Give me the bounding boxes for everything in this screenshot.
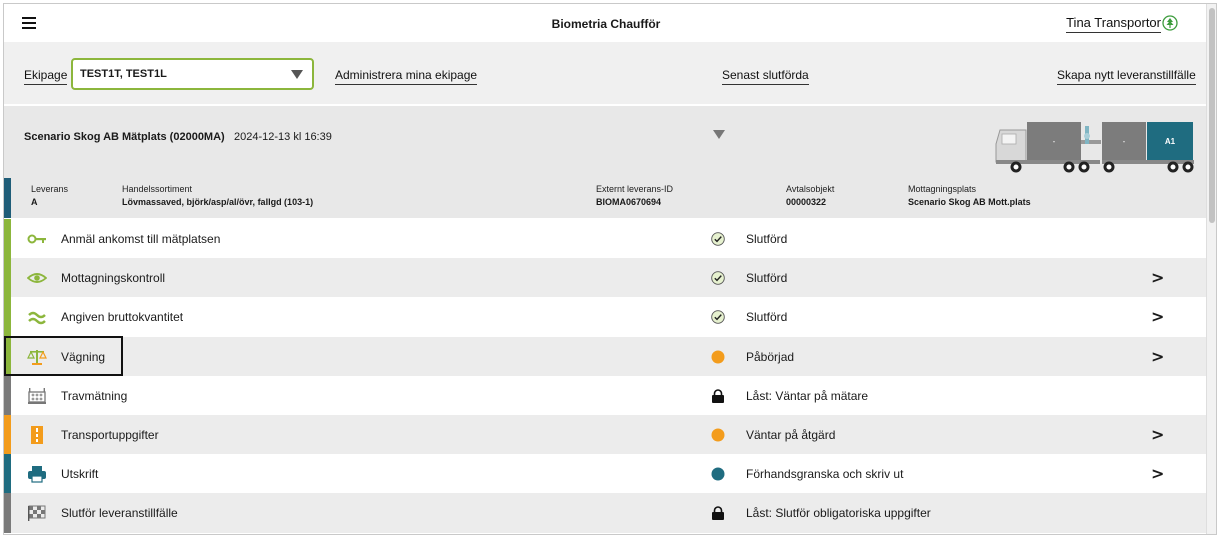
info-leverans: Leverans A xyxy=(31,184,69,207)
chevron-right-icon[interactable]: > xyxy=(1151,424,1165,444)
task-label: Mottagningskontroll xyxy=(61,271,166,286)
app-window xyxy=(3,3,1217,535)
task-status: Slutförd xyxy=(746,310,788,325)
teal-dot-icon xyxy=(711,467,725,481)
orange-dot-icon xyxy=(711,428,725,442)
user-name-link[interactable]: Tina Transportor xyxy=(1066,15,1161,33)
task-label: Angiven bruttokvantitet xyxy=(61,310,184,325)
task-mottagningskontroll[interactable] xyxy=(4,258,1208,297)
task-status-bar xyxy=(4,493,11,532)
delivery-info-row xyxy=(4,174,1208,218)
task-status: Slutförd xyxy=(746,271,788,286)
task-anmal-ankomst[interactable] xyxy=(4,219,1208,258)
approx-icon xyxy=(27,308,47,326)
delivery-date: 2024-12-13 kl 16:39 xyxy=(234,131,332,143)
lock-icon xyxy=(711,506,725,520)
manage-ekipage-link[interactable]: Administrera mina ekipage xyxy=(335,68,477,85)
ekipage-label-link[interactable]: Ekipage xyxy=(24,68,67,85)
task-status-bar xyxy=(4,337,11,376)
task-status: Slutförd xyxy=(746,232,788,246)
task-label: Anmäl ankomst till mätplatsen xyxy=(61,232,221,246)
vertical-scrollbar[interactable] xyxy=(1206,4,1216,534)
task-travmatning[interactable] xyxy=(4,376,1208,415)
chevron-right-icon[interactable]: > xyxy=(1151,464,1165,484)
task-status-bar xyxy=(4,415,11,454)
key-icon xyxy=(27,230,47,248)
truck-unit-1: - xyxy=(1052,137,1056,146)
scale-icon xyxy=(27,348,47,366)
task-status: Låst: Väntar på mätare xyxy=(746,388,869,403)
task-status-bar xyxy=(4,297,11,336)
create-delivery-link[interactable]: Skapa nytt leveranstillfälle xyxy=(1057,68,1196,85)
info-avtalsobjekt: Avtalsobjekt 00000322 xyxy=(786,184,835,207)
delivery-header xyxy=(4,104,1208,174)
delivery-title: Scenario Skog AB Mätplats (02000MA) xyxy=(24,131,225,143)
top-bar xyxy=(4,4,1208,42)
check-icon xyxy=(711,232,725,246)
task-vagning[interactable] xyxy=(4,337,1208,376)
chevron-right-icon[interactable]: > xyxy=(1151,346,1165,366)
tree-logo-icon[interactable] xyxy=(1162,15,1178,31)
orange-dot-icon xyxy=(711,350,725,364)
chevron-right-icon[interactable]: > xyxy=(1151,268,1165,288)
stack-icon xyxy=(27,387,47,405)
task-label: Travmätning xyxy=(61,388,128,403)
eye-icon xyxy=(27,269,47,287)
task-status-bar xyxy=(4,219,11,258)
checkered-flag-icon xyxy=(27,504,47,522)
chevron-right-icon[interactable]: > xyxy=(1151,307,1165,327)
task-status: Påbörjad xyxy=(746,349,795,364)
task-utskrift[interactable] xyxy=(4,454,1208,493)
ekipage-bar xyxy=(4,42,1208,104)
check-icon xyxy=(711,271,725,285)
info-accent-bar xyxy=(4,178,11,218)
app-title: Biometria Chaufför xyxy=(551,17,661,31)
truck-unit-3: A1 xyxy=(1164,137,1176,146)
task-status: Låst: Slutför obligatoriska uppgifter xyxy=(746,506,931,521)
ekipage-select[interactable] xyxy=(71,58,314,90)
info-mottagningsplats: Mottagningsplats Scenario Skog AB Mott.plats xyxy=(908,184,1031,207)
task-list xyxy=(4,219,1208,533)
truck-unit-2: - xyxy=(1122,137,1126,146)
task-label: Utskrift xyxy=(61,467,99,482)
task-status: Väntar på åtgärd xyxy=(746,427,836,442)
info-handelssortiment: Handelssortiment Lövmassaved, björk/asp/al/övr, fallgd (103-1) xyxy=(122,184,314,207)
task-label: Transportuppgifter xyxy=(61,427,159,442)
task-slutfor-leveranstillfalle[interactable] xyxy=(4,493,1208,532)
scrollbar-thumb[interactable] xyxy=(1209,8,1215,223)
task-status-bar xyxy=(4,376,11,415)
chevron-down-icon xyxy=(291,70,303,79)
task-status: Förhandsgranska och skriv ut xyxy=(746,467,904,482)
ekipage-selected-value: TEST1T, TEST1L xyxy=(80,68,167,80)
road-icon xyxy=(27,426,47,444)
lock-icon xyxy=(711,389,725,403)
task-label: Vägning xyxy=(61,349,106,364)
task-status-bar xyxy=(4,454,11,493)
task-angiven-bruttokvantitet[interactable] xyxy=(4,297,1208,336)
task-label: Slutför leveranstillfälle xyxy=(61,506,178,521)
info-externt-id: Externt leverans-ID BIOMA0670694 xyxy=(596,184,674,207)
check-icon xyxy=(711,310,725,324)
expand-caret-icon[interactable] xyxy=(713,130,725,139)
latest-completed-link[interactable]: Senast slutförda xyxy=(722,68,809,85)
task-status-bar xyxy=(4,258,11,297)
task-transportuppgifter[interactable] xyxy=(4,415,1208,454)
truck-icon xyxy=(992,116,1194,174)
printer-icon xyxy=(27,465,47,483)
